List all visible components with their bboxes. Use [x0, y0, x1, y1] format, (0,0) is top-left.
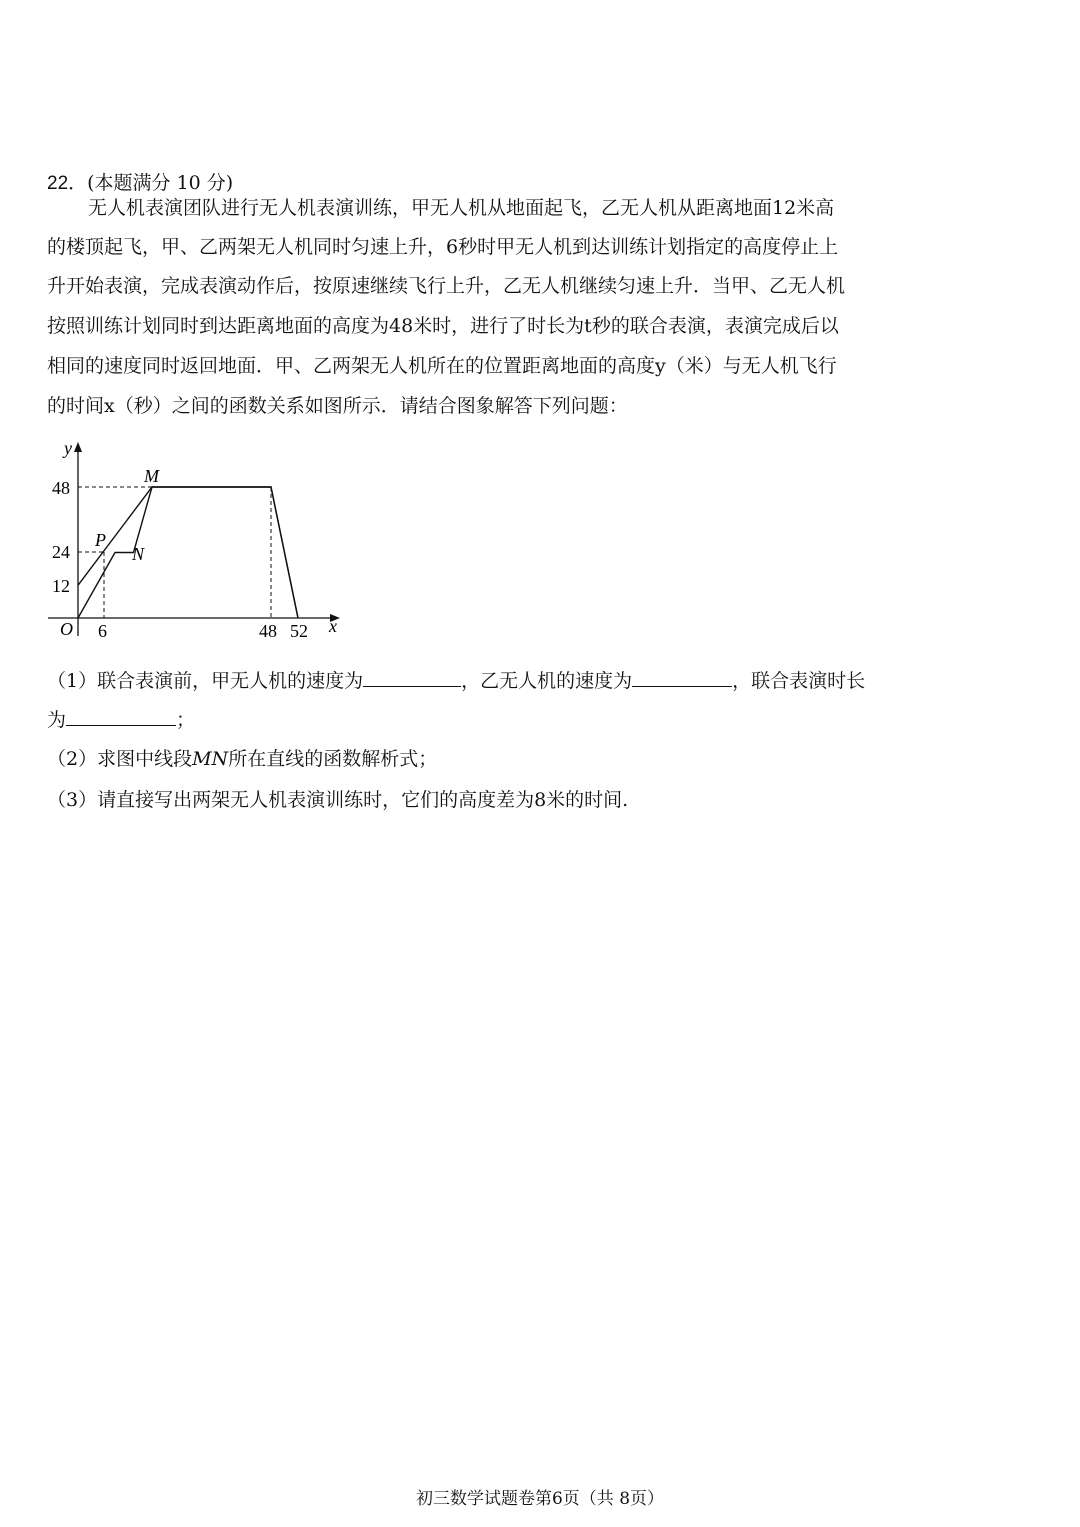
q1-text-a: （1）联合表演前，甲无人机的速度为 [47, 670, 364, 692]
question-number: 22． [47, 173, 88, 194]
y-tick-12: 12 [52, 576, 70, 596]
paragraph-line: 相同的速度同时返回地面．甲、乙两架无人机所在的位置距离地面的高度y（米）与无人机飞行 [47, 355, 837, 377]
x-tick-52: 52 [290, 621, 308, 641]
point-label-M: M [144, 466, 159, 486]
point-label-P: P [95, 530, 106, 550]
question-header [47, 170, 233, 197]
q1-text-d: 为 [47, 709, 67, 731]
answer-blank-jia-speed[interactable] [363, 668, 461, 687]
paragraph-line: 升开始表演，完成表演动作后，按原速继续飞行上升，乙无人机继续匀速上升．当甲、乙无人机 [47, 275, 846, 297]
sub-question-1 [47, 668, 865, 694]
q1-text-e: ； [176, 709, 196, 731]
score-note: (本题满分 10 分) [87, 172, 234, 194]
function-graph [40, 436, 350, 646]
sub-question-2 [47, 746, 437, 772]
point-label-N: N [132, 544, 145, 564]
x-tick-6: 6 [98, 621, 107, 641]
q2-text-b: 所在直线的函数解析式； [228, 748, 438, 770]
page-footer: 初三数学试题卷第6页（共 8页） [415, 1489, 665, 1509]
answer-blank-yi-speed[interactable] [632, 668, 732, 687]
answer-blank-duration[interactable] [66, 707, 176, 726]
y-axis-label: y [64, 438, 72, 458]
q1-text-b: ，乙无人机的速度为 [461, 670, 633, 692]
q2-text-a: （2）求图中线段 [47, 748, 193, 770]
x-axis-label: x [329, 616, 337, 636]
paragraph-line: 无人机表演团队进行无人机表演训练，甲无人机从地面起飞，乙无人机从距离地面12米高 [88, 197, 835, 219]
origin-label: O [60, 619, 73, 639]
y-tick-48: 48 [52, 478, 70, 498]
x-tick-48: 48 [259, 621, 277, 641]
paragraph-line: 的楼顶起飞，甲、乙两架无人机同时匀速上升，6秒时甲无人机到达训练计划指定的高度停止上 [47, 236, 839, 258]
q1-text-c: ，联合表演时长 [732, 670, 866, 692]
paragraph-line: 按照训练计划同时到达距离地面的高度为48米时，进行了时长为t秒的联合表演，表演完成后以 [47, 315, 839, 337]
y-tick-24: 24 [52, 542, 70, 562]
sub-question-3: （3）请直接写出两架无人机表演训练时，它们的高度差为8米的时间. [47, 789, 629, 811]
sub-question-1-cont [47, 707, 195, 733]
series-yi [78, 487, 298, 618]
paragraph-line: 的时间x（秒）之间的函数关系如图所示．请结合图象解答下列问题： [47, 395, 628, 417]
series-jia [78, 487, 298, 618]
y-axis-arrow [74, 442, 82, 452]
q2-segment-mn: MN [192, 748, 229, 770]
